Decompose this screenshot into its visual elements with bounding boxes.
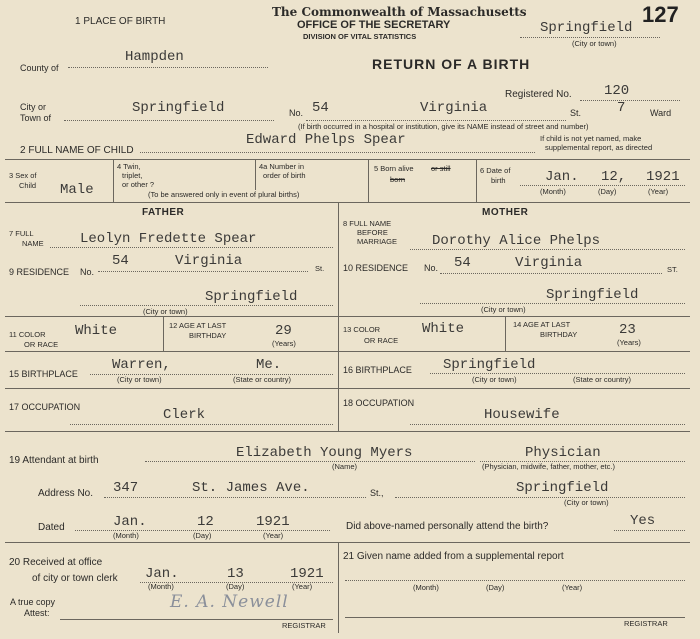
mother-color-label-1: 13 COLOR	[343, 325, 381, 334]
mother-heading: MOTHER	[482, 207, 529, 218]
born-alive-struck-2: born	[390, 175, 406, 184]
mother-birthplace-label: 16 BIRTHPLACE	[343, 365, 412, 375]
father-name-value: Leolyn Fredette Spear	[80, 231, 257, 247]
mother-residence-label: 10 RESIDENCE	[343, 263, 409, 273]
father-residence-label: 9 RESIDENCE	[9, 267, 70, 277]
city-label-2: Town of	[20, 113, 52, 123]
father-res-street: Virginia	[175, 253, 243, 269]
mother-no-label: No.	[424, 263, 439, 273]
plural-note: (To be answered only in event of plural births)	[148, 190, 300, 199]
attendant-address-no: 347	[113, 480, 139, 496]
place-of-birth-label: 1 PLACE OF BIRTH	[75, 16, 166, 27]
mother-years-caption: (Years)	[617, 338, 641, 347]
page-number: 127	[642, 2, 679, 27]
attendant-st-label: St.,	[370, 488, 384, 498]
date-label-1: 6 Date of	[480, 166, 511, 175]
date-label-2: birth	[491, 176, 506, 185]
mother-res-street: Virginia	[515, 255, 583, 271]
office-title: OFFICE OF THE SECRETARY	[297, 19, 451, 31]
mother-name-label-1: 8 FULL NAME	[343, 219, 392, 228]
order-label-1: 4a Number in	[259, 162, 305, 171]
city-label-1: City or	[20, 102, 47, 112]
attendant-role-caption: (Physician, midwife, father, mother, etc.)	[482, 462, 615, 471]
born-alive-label: 5 Born alive	[374, 164, 414, 173]
header-city-caption: (City or town)	[572, 39, 617, 48]
registrar-signature: E. A. Newell	[170, 592, 289, 612]
father-bp-city-caption: (City or town)	[117, 375, 162, 384]
received-month-caption: (Month)	[148, 582, 174, 591]
father-bp-state-caption: (State or country)	[233, 375, 291, 384]
mother-name-value: Dorothy Alice Phelps	[432, 233, 601, 249]
attendant-address-city: Springfield	[516, 480, 609, 496]
father-age-label-1: 12 AGE AT LAST	[169, 321, 227, 330]
father-heading: FATHER	[142, 207, 185, 218]
attendant-address-street: St. James Ave.	[192, 480, 310, 496]
mother-res-no: 54	[454, 255, 471, 271]
received-label-1: 20 Received at office	[9, 557, 103, 568]
father-birthplace-state: Me.	[256, 357, 282, 373]
ward-label: Ward	[650, 108, 672, 118]
father-age-value: 29	[275, 323, 292, 339]
father-no-label: No.	[80, 267, 95, 277]
mother-occupation-label: 18 OCCUPATION	[343, 398, 415, 408]
dated-day-caption: (Day)	[193, 531, 212, 540]
supplemental-year-caption: (Year)	[562, 583, 583, 592]
received-day-caption: (Day)	[226, 582, 245, 591]
registrar-label-left: REGISTRAR	[282, 621, 326, 630]
father-birthplace-city: Warren,	[112, 357, 171, 373]
sex-value: Male	[60, 182, 94, 198]
father-occupation-value: Clerk	[163, 407, 206, 423]
mother-name-label-3: MARRIAGE	[357, 237, 398, 246]
sex-label-2: Child	[19, 181, 37, 190]
father-res-no: 54	[112, 253, 129, 269]
dated-label: Dated	[38, 522, 65, 533]
child-name-label: 2 FULL NAME OF CHILD	[20, 145, 134, 156]
ward-value: 7	[617, 100, 626, 116]
father-color-value: White	[75, 323, 118, 339]
birth-month: Jan.	[545, 169, 579, 185]
registered-label: Registered No.	[505, 89, 572, 100]
attendant-name: Elizabeth Young Myers	[236, 445, 413, 461]
birth-day-caption: (Day)	[598, 187, 617, 196]
father-res-city: Springfield	[205, 289, 298, 305]
father-name-label-2: NAME	[22, 239, 44, 248]
mother-bp-city-caption: (City or town)	[472, 375, 517, 384]
st-label: St.	[570, 108, 582, 118]
mother-age-value: 23	[619, 322, 636, 338]
attest-label: Attest:	[24, 608, 50, 618]
received-day: 13	[227, 566, 244, 582]
father-occupation-label: 17 OCCUPATION	[9, 402, 81, 412]
mother-res-city: Springfield	[546, 287, 639, 303]
father-color-label-1: 11 COLOR	[9, 330, 46, 339]
county-value: Hampden	[125, 49, 184, 65]
dated-year-caption: (Year)	[263, 531, 284, 540]
child-name-value: Edward Phelps Spear	[246, 132, 406, 148]
birth-year-caption: (Year)	[648, 187, 669, 196]
county-label: County of	[20, 63, 59, 73]
received-year: 1921	[290, 566, 324, 582]
father-city-caption: (City or town)	[143, 307, 188, 316]
mother-birthplace-city: Springfield	[443, 357, 536, 373]
mother-color-label-2: OR RACE	[364, 336, 399, 345]
mother-color-value: White	[422, 321, 465, 337]
attendant-city-caption: (City or town)	[564, 498, 609, 507]
father-color-label-2: OR RACE	[24, 340, 59, 349]
received-month: Jan.	[145, 566, 179, 582]
twin-label-2: triplet,	[122, 171, 143, 180]
attend-answer: Yes	[630, 513, 656, 529]
true-copy-label: A true copy	[10, 597, 56, 607]
mother-age-label-1: 14 AGE AT LAST	[513, 320, 571, 329]
attendant-label: 19 Attendant at birth	[9, 455, 99, 466]
father-name-label-1: 7 FULL	[9, 229, 34, 238]
header-city-value: Springfield	[540, 20, 633, 36]
return-title: RETURN OF A BIRTH	[372, 56, 531, 72]
hospital-note: (If birth occurred in a hospital or institution, give its NAME instead of street and number)	[298, 122, 589, 131]
mother-occupation-value: Housewife	[484, 407, 560, 423]
name-note-2: supplemental report, as directed	[545, 143, 653, 152]
father-age-label-2: BIRTHDAY	[189, 331, 227, 340]
attendant-name-caption: (Name)	[332, 462, 358, 471]
supplemental-label: 21 Given name added from a supplemental report	[343, 551, 564, 562]
no-label: No.	[289, 108, 304, 118]
mother-name-label-2: BEFORE	[357, 228, 388, 237]
mother-st-label: ST.	[667, 265, 678, 274]
received-label-2: of city or town clerk	[32, 573, 118, 584]
twin-label-3: or other ?	[122, 180, 155, 189]
father-st-label: St.	[315, 264, 325, 273]
division-title: DIVISION OF VITAL STATISTICS	[303, 32, 417, 41]
dated-year: 1921	[256, 514, 290, 530]
supplemental-month-caption: (Month)	[413, 583, 439, 592]
name-note-1: If child is not yet named, make	[540, 134, 642, 143]
father-years-caption: (Years)	[272, 339, 296, 348]
twin-label-1: 4 Twin,	[117, 162, 141, 171]
mother-bp-state-caption: (State or country)	[573, 375, 631, 384]
father-birthplace-label: 15 BIRTHPLACE	[9, 369, 78, 379]
mother-age-label-2: BIRTHDAY	[540, 330, 578, 339]
address-no-value: 54	[312, 100, 329, 116]
order-label-2: order of birth	[263, 171, 306, 180]
address-street-value: Virginia	[420, 100, 488, 116]
attendant-role: Physician	[525, 445, 601, 461]
dated-month-caption: (Month)	[113, 531, 139, 540]
received-year-caption: (Year)	[292, 582, 313, 591]
birth-year: 1921	[646, 169, 680, 185]
birth-month-caption: (Month)	[540, 187, 566, 196]
sex-label-1: 3 Sex of	[9, 171, 37, 180]
city-value: Springfield	[132, 100, 225, 116]
dated-day: 12	[197, 514, 214, 530]
supplemental-day-caption: (Day)	[486, 583, 505, 592]
attend-question: Did above-named personally attend the birth?	[346, 521, 549, 532]
dated-month: Jan.	[113, 514, 147, 530]
birth-day: 12,	[601, 169, 627, 185]
commonwealth-title: The Commonwealth of Massachusetts	[272, 5, 527, 19]
registered-value: 120	[604, 83, 630, 99]
registrar-label-right: REGISTRAR	[624, 619, 668, 628]
mother-city-caption: (City or town)	[481, 305, 526, 314]
address-label: Address No.	[38, 488, 94, 499]
born-alive-struck-1: or still	[431, 164, 451, 173]
